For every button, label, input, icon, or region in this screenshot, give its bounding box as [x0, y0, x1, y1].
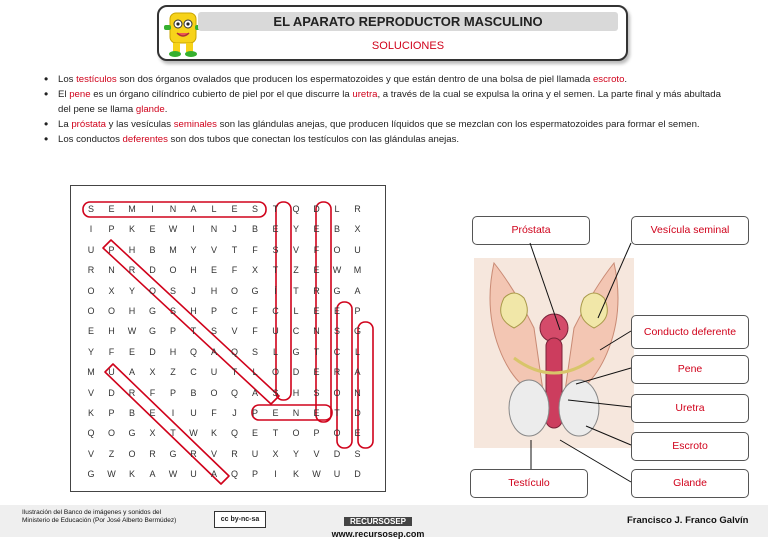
grid-cell: O [333, 244, 341, 255]
grid-cell: A [210, 469, 217, 480]
grid-cell: Y [190, 244, 197, 255]
grid-cell: F [231, 265, 238, 276]
grid-cell: B [251, 224, 258, 235]
grid-cell: Y [292, 448, 299, 459]
grid-cell: K [292, 469, 299, 480]
page-title: EL APARATO REPRODUCTOR MASCULINO [198, 12, 618, 31]
grid-cell: B [128, 408, 135, 418]
grid-cell: L [293, 306, 299, 316]
grid-cell: E [313, 306, 320, 316]
grid-cell: A [190, 204, 197, 214]
grid-cell: S [251, 204, 258, 214]
label-testiculo: Testículo [470, 469, 588, 498]
grid-cell: F [211, 408, 217, 418]
grid-cell: S [169, 306, 176, 316]
footer-credit: Ilustración del Banco de imágenes y sonidos del Ministerio de Educación (Por José Alberto Bermúdez) [22, 509, 177, 524]
grid-cell: H [190, 265, 197, 276]
grid-cell: A [210, 346, 217, 357]
grid-cell: Y [128, 285, 135, 296]
grid-cell: G [169, 448, 177, 459]
grid-cell: J [232, 224, 237, 235]
grid-cell: P [169, 326, 176, 337]
grid-cell: U [354, 244, 361, 255]
list-item: • Los testículos son dos órganos ovalados que producen los espermatozoides y que están dentro de una bolsa de piel llamada escroto. [44, 72, 724, 87]
grid-cell: I [274, 469, 277, 480]
grid-cell: X [149, 367, 156, 378]
grid-cell: F [252, 326, 258, 337]
grid-cell: I [151, 204, 154, 214]
grid-cell: S [272, 387, 279, 398]
grid-cell: R [128, 265, 136, 276]
label-pene: Pene [631, 355, 749, 384]
grid-cell: W [332, 265, 342, 276]
grid-cell: U [190, 408, 197, 418]
grid-cell: Q [189, 346, 197, 357]
grid-cell: G [128, 428, 136, 439]
list-item: • Los conductos deferentes son dos tubos que conectan los testículos con las glándulas anejas. [44, 132, 724, 147]
grid-cell: U [272, 326, 279, 337]
grid-cell: H [210, 285, 218, 296]
grid-cell: S [354, 448, 361, 459]
grid-cell: G [148, 326, 156, 337]
grid-cell: D [354, 408, 361, 418]
grid-cell: O [87, 285, 95, 296]
grid-cell: C [231, 306, 238, 316]
grid-cell: E [149, 408, 156, 418]
grid-cell: N [313, 326, 320, 337]
grid-cell: R [149, 448, 156, 459]
grid-cell: D [149, 265, 156, 276]
grid-cell: D [333, 448, 341, 459]
grid-cell: X [251, 265, 258, 276]
grid-cell: B [333, 224, 340, 235]
grid-cell: P [169, 387, 176, 398]
grid-cell: R [128, 387, 136, 398]
label-conducto-deferente: Conducto deferente [631, 315, 749, 349]
label-vesicula-seminal: Vesícula seminal [631, 216, 749, 245]
grid-cell: R [354, 204, 361, 214]
grid-cell: F [252, 244, 258, 255]
grid-cell: L [252, 367, 258, 378]
grid-cell: E [128, 346, 135, 357]
grid-cell: W [312, 469, 321, 480]
grid-cell: W [168, 224, 178, 235]
grid-cell: S [313, 387, 320, 398]
grid-cell: Y [292, 224, 299, 235]
grid-cell: B [149, 244, 156, 255]
grid-cell: O [107, 428, 115, 439]
grid-cell: J [232, 408, 237, 418]
footer [0, 505, 768, 537]
grid-cell: H [169, 346, 177, 357]
grid-cell: G [292, 346, 300, 357]
grid-cell: K [128, 224, 135, 235]
cc-license-icon: cc by-nc-sa [214, 511, 266, 528]
grid-cell: S [333, 326, 340, 337]
grid-cell: W [127, 326, 137, 337]
grid-cell: T [190, 326, 197, 337]
grid-cell: A [128, 367, 135, 378]
grid-cell: A [354, 367, 361, 378]
grid-cell: E [313, 408, 320, 418]
grid-cell: P [313, 428, 320, 439]
grid-cell: R [333, 367, 341, 378]
grid-cell: E [108, 204, 115, 214]
grid-cell: Z [170, 367, 176, 378]
grid-cell: F [313, 244, 320, 255]
grid-cell: E [313, 265, 320, 276]
grid-cell: Q [292, 204, 300, 214]
grid-cell: M [87, 367, 95, 378]
grid-cell: D [108, 387, 115, 398]
grid-cell: R [87, 265, 95, 276]
grid-cell: O [333, 428, 341, 439]
grid-cell: F [252, 306, 258, 316]
grid-cell: P [251, 469, 258, 480]
grid-cell: E [210, 265, 217, 276]
grid-cell: E [354, 428, 361, 439]
grid-cell: T [293, 285, 299, 296]
author: Francisco J. Franco Galvín [627, 515, 749, 526]
label-glande: Glande [631, 469, 749, 498]
grid-cell: E [251, 428, 258, 439]
grid-cell: E [87, 326, 94, 337]
grid-cell: H [128, 244, 136, 255]
grid-cell: C [292, 326, 300, 337]
grid-cell: P [108, 408, 115, 418]
grid-cell: E [313, 224, 320, 235]
grid-cell: Q [230, 387, 238, 398]
grid-cell: L [272, 346, 278, 357]
grid-cell: U [251, 448, 259, 459]
grid-cell: O [107, 306, 115, 316]
grid-cell: R [190, 448, 197, 459]
grid-cell: N [210, 224, 218, 235]
grid-cell: G [87, 469, 95, 480]
grid-cell: H [108, 326, 115, 337]
grid-cell: U [87, 244, 95, 255]
label-escroto: Escroto [631, 432, 749, 461]
grid-cell: L [334, 204, 340, 214]
brand [318, 511, 438, 539]
grid-cell: T [313, 346, 320, 357]
grid-cell: X [149, 428, 156, 439]
grid-cell: S [87, 204, 94, 214]
grid-cell: U [210, 367, 218, 378]
grid-cell: R [231, 448, 238, 459]
grid-cell: L [211, 204, 217, 214]
list-item: • La próstata y las vesículas seminales son las glándulas anejas, que producen líquidos que se mezclan con los espermatozoides para formar el semen. [44, 117, 724, 132]
grid-cell: O [292, 428, 300, 439]
grid-cell: E [333, 306, 340, 316]
grid-cell: K [128, 469, 135, 480]
grid-cell: J [191, 285, 196, 296]
grid-cell: V [313, 448, 320, 459]
grid-cell: V [87, 387, 94, 398]
grid-cell: V [231, 326, 238, 337]
grid-cell: Q [230, 469, 238, 480]
grid-cell: U [190, 469, 197, 480]
grid-cell: M [353, 265, 362, 276]
grid-cell: O [210, 387, 218, 398]
grid-cell: M [128, 204, 136, 214]
grid-cell: S [251, 346, 258, 357]
grid-cell: S [169, 285, 176, 296]
grid-cell: S [272, 244, 279, 255]
grid-cell: T [334, 408, 340, 418]
grid-cell: E [272, 224, 279, 235]
grid-cell: Q [230, 428, 238, 439]
grid-cell: H [292, 387, 300, 398]
grid-cell: C [190, 367, 197, 378]
grid-cell: E [313, 367, 320, 378]
grid-cell: O [128, 448, 136, 459]
grid-cell: P [210, 306, 217, 316]
grid-cell: I [89, 224, 93, 235]
grid-cell: H [190, 306, 197, 316]
grid-cell: K [87, 408, 94, 418]
label-prostata: Próstata [472, 216, 590, 245]
label-uretra: Uretra [631, 394, 749, 423]
grid-cell: G [251, 285, 259, 296]
grid-cell: C [272, 306, 279, 316]
grid-cell: O [148, 285, 156, 296]
brand-name: RECURSOSEP [344, 517, 412, 526]
list-item: • El pene es un órgano cilíndrico cubierto de piel por el que discurre la uretra, a través de la cual se expulsa la orina y el semen. La parte final y más abultada del pene se llama glande. [44, 87, 724, 117]
grid-cell: S [210, 326, 217, 337]
grid-cell: F [149, 387, 156, 398]
grid-cell: E [272, 408, 279, 418]
grid-cell: D [292, 367, 300, 378]
grid-cell: T [231, 244, 238, 255]
grid-cell: N [169, 204, 177, 214]
grid-cell: U [108, 367, 115, 378]
grid-cell: A [251, 387, 258, 398]
grid-cell: T [272, 428, 279, 439]
grid-cell: P [108, 244, 115, 255]
grid-cell: K [210, 428, 217, 439]
grid-cell: V [292, 244, 299, 255]
grid-cell: T [272, 265, 279, 276]
grid-cell: T [231, 367, 238, 378]
grid-cell: I [171, 408, 175, 418]
grid-cell: Z [108, 448, 115, 459]
grid-cell: X [354, 224, 361, 235]
grid-cell: O [333, 387, 341, 398]
grid-cell: C [333, 346, 341, 357]
grid-cell: B [190, 387, 197, 398]
grid-cell: A [149, 469, 156, 480]
page-subtitle: SOLUCIONES [371, 40, 445, 52]
grid-cell: V [87, 448, 94, 459]
grid-cell: G [333, 285, 341, 296]
grid-cell: W [107, 469, 116, 480]
grid-cell: N [108, 265, 115, 276]
grid-cell: O [271, 367, 279, 378]
grid-cell: P [108, 224, 115, 235]
grid-cell: Z [293, 265, 299, 276]
grid-cell: G [148, 306, 156, 316]
grid-cell: O [87, 306, 95, 316]
grid-cell: E [149, 224, 156, 235]
grid-cell: E [231, 204, 238, 214]
grid-cell: O [230, 285, 238, 296]
grid-cell: Í [274, 285, 277, 296]
grid-cell: D [313, 204, 320, 214]
grid-cell: I [192, 224, 195, 235]
grid-cell: P [251, 408, 258, 418]
grid-cell: Y [87, 346, 94, 357]
grid-cell: W [168, 469, 178, 480]
grid-cell: Q [87, 428, 95, 439]
grid-cell: V [210, 448, 217, 459]
grid-cell: L [354, 346, 360, 357]
grid-cell: X [108, 285, 115, 296]
grid-cell: W [189, 428, 198, 439]
grid-cell: D [149, 346, 156, 357]
grid-cell: U [333, 469, 341, 480]
grid-cell: T [170, 428, 176, 439]
grid-cell: M [169, 244, 177, 255]
grid-cell: F [108, 346, 115, 357]
grid-cell: V [210, 244, 217, 255]
grid-cell: N [292, 408, 300, 418]
grid-cell: Q [230, 346, 238, 357]
grid-cell: H [128, 306, 136, 316]
grid-cell: T [272, 204, 279, 214]
grid-cell: D [354, 469, 361, 480]
grid-cell: X [272, 448, 279, 459]
grid-cell: R [313, 285, 320, 296]
grid-cell: G [353, 326, 361, 337]
grid-cell: P [354, 306, 361, 316]
brand-url: www.recursosep.com [331, 529, 425, 539]
grid-cell: N [354, 387, 361, 398]
grid-cell: O [169, 265, 177, 276]
grid-cell: A [354, 285, 361, 296]
